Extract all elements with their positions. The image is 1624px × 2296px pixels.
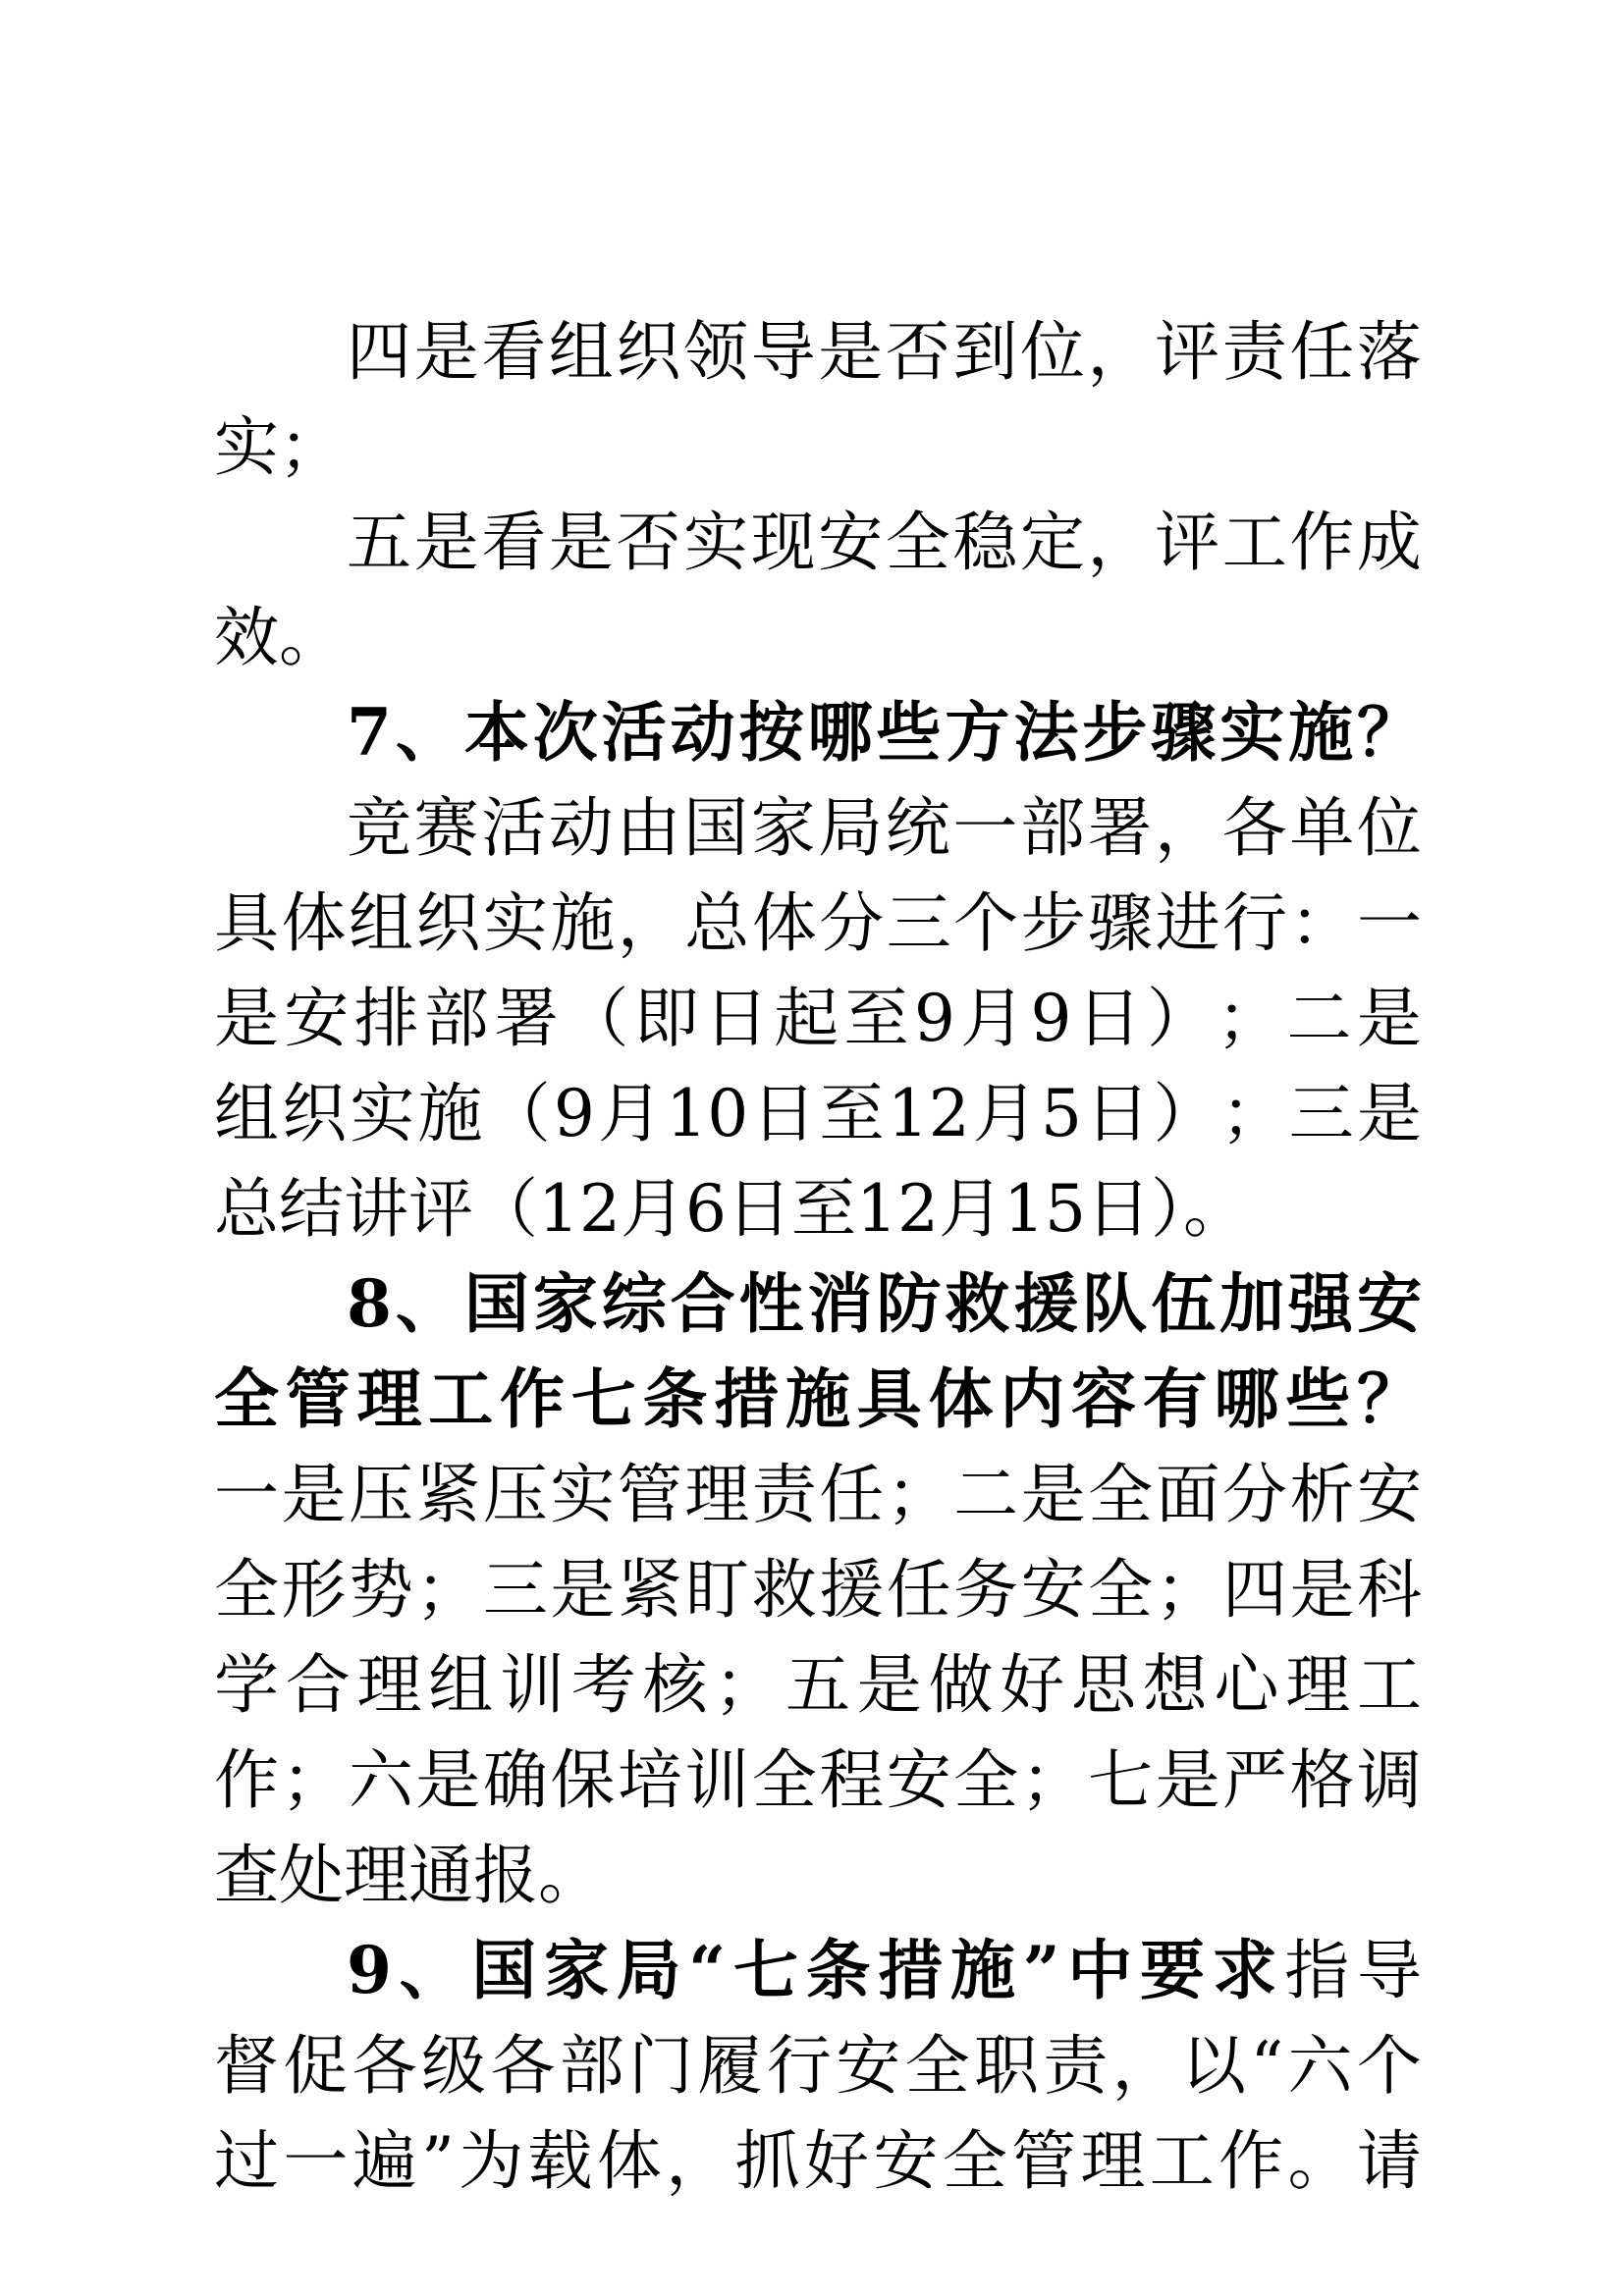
text-line: 效。 [214,600,344,675]
document-body [214,304,1422,2209]
text-line: 四 是 看 组 织 领 导 是 否 到 位 ， 评 责 任 落 [347,314,1422,390]
text-line: 过 一 遍 ” 为 载 体 ， 抓 好 安 全 管 理 工 作 。 请 [214,2123,1422,2199]
text-line: 是 安 排 部 署 （ 即 日 起 至 9 月 9 日 ） ； 二 是 [214,981,1422,1056]
text-line: 组 织 实 施 （ 9 月 10 日 至 12 月 5 日 ） ； 三 是 [214,1076,1422,1151]
question-7-heading: 7 、 本 次 活 动 按 哪 些 方 法 步 骤 实 施 ？ [347,694,1422,771]
text-line: 一 是 压 紧 压 实 管 理 责 任 ； 二 是 全 面 分 析 安 [214,1457,1422,1532]
text-line: 竞 赛 活 动 由 国 家 局 统 一 部 署 ， 各 单 位 [347,790,1422,866]
text-line: 具 体 组 织 实 施 ， 总 体 分 三 个 步 骤 进 行 ： 一 [214,885,1422,961]
question-9-line: 9 、 国 家 局 “ 七 条 措 施 ” 中 要 求 指 导 [347,1932,1422,2008]
text-line: 作 ； 六 是 确 保 培 训 全 程 安 全 ； 七 是 严 格 调 [214,1742,1422,1818]
text-line: 实； [214,409,344,485]
question-8-heading-line-1: 8 、 国 家 综 合 性 消 防 救 援 队 伍 加 强 安 [347,1265,1422,1342]
text-line: 全 形 势 ； 三 是 紧 盯 救 援 任 务 安 全 ； 四 是 科 [214,1552,1422,1628]
text-line: 查处理通报。 [214,1838,603,1913]
text-line: 督 促 各 级 各 部 门 履 行 安 全 职 责 ， 以 “ 六 个 [214,2028,1422,2104]
text-line: 总结讲评（12月6日至12月15日）。 [214,1171,1248,1247]
question-8-heading-line-2: 全 管 理 工 作 七 条 措 施 具 体 内 容 有 哪 些 ？ [214,1361,1422,1437]
text-line: 学 合 理 组 训 考 核 ； 五 是 做 好 思 想 心 理 工 [214,1647,1422,1723]
text-line: 五 是 看 是 否 实 现 安 全 稳 定 ， 评 工 作 成 [347,505,1422,580]
